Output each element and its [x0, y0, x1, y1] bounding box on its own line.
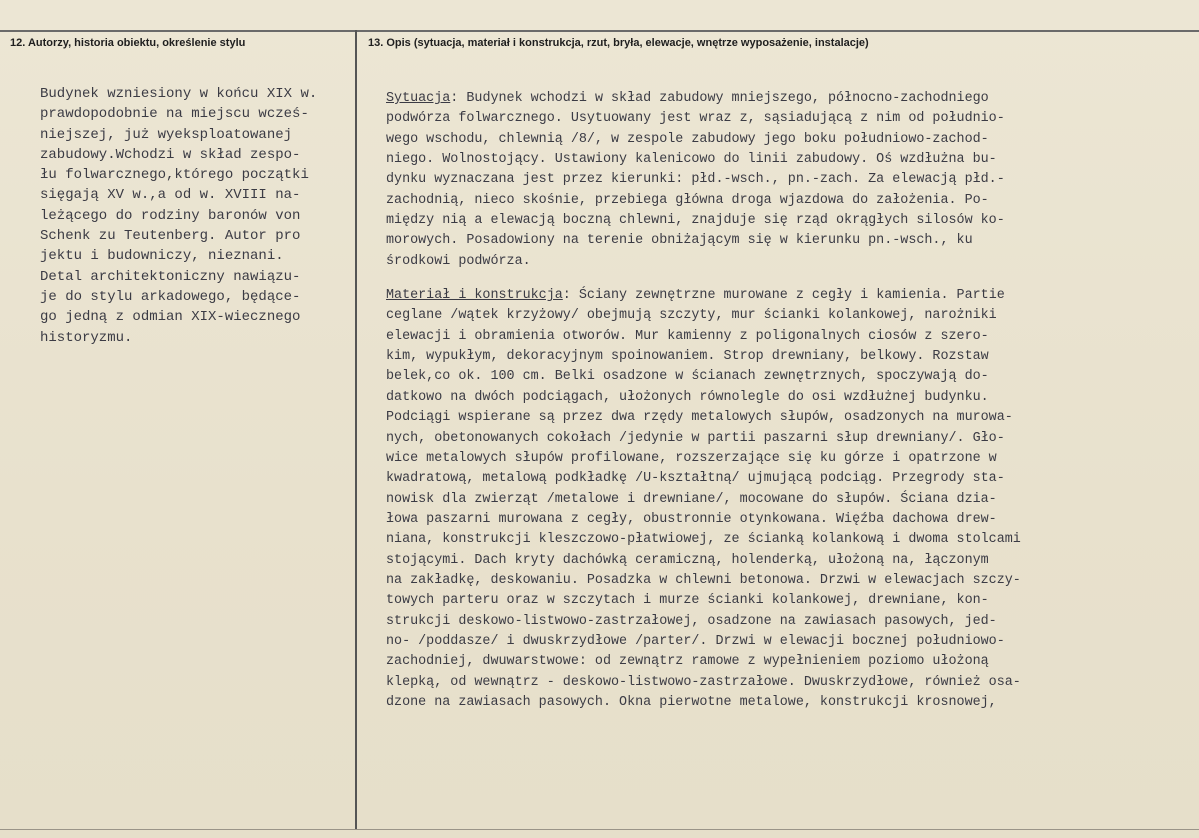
text-line: ceglane /wątek krzyżowy/ obejmują szczyty, mur ścianki kolankowej, narożniki — [386, 308, 997, 324]
situation-first-line — [386, 89, 1196, 109]
text-line: je do stylu arkadowego, będące- — [40, 288, 301, 305]
text-line: zabudowy.Wchodzi w skład zespo- — [40, 146, 301, 163]
text-line: leżącego do rodziny baronów von — [40, 207, 301, 224]
text-line: prawdopodobnie na miejscu wcześ- — [40, 106, 309, 123]
text-line: podwórza folwarcznego. Usytuowany jest wraz z, sąsiadującą z nim od południo- — [386, 111, 1005, 127]
text-line: morowych. Posadowiony na terenie obniżającym się w kierunku pn.-wsch., ku — [386, 233, 973, 249]
situation-first-line-text: : Budynek wchodzi w skład zabudowy mniejszego, północno-zachodniego — [450, 91, 989, 106]
text-line: belek,co ok. 100 cm. Belki osadzone w ścianach zewnętrznych, spoczywają do- — [386, 369, 989, 385]
text-line: Detal architektoniczny nawiązu- — [40, 268, 301, 285]
header-rule — [0, 30, 1199, 32]
text-line: nych, obetonowanych cokołach /jedynie w partii paszarni słup drewniany/. Gło- — [386, 430, 1005, 446]
text-line: datkowo na dwóch podciągach, ułożonych równolegle do osi wzdłużnej budynku. — [386, 389, 989, 405]
situation-body — [386, 109, 1196, 272]
text-line: kwadratową, metalową podkładkę /U-kształtną/ ujmującą podciąg. Przegrody sta- — [386, 471, 1005, 487]
text-line: nowisk dla zwierząt /metalowe i drewniane/, mocowane do słupów. Ściana dzia- — [386, 491, 997, 507]
material-construction-body — [386, 306, 1196, 713]
material-first-line — [386, 286, 1196, 306]
text-line: Budynek wzniesiony w końcu XIX w. — [40, 86, 318, 102]
text-line: zachodniej, dwuwarstwowe: od zewnątrz ramowe z wypełnieniem poziomo ułożoną — [386, 654, 989, 670]
text-line: dzone na zawiasach pasowych. Okna pierwotne metalowe, konstrukcji krosnowej, — [386, 694, 997, 710]
text-line: niejszej, już wyeksploatowanej — [40, 126, 293, 143]
text-line: klepką, od wewnątrz - deskowo-listwowo-zastrzałowe. Dwuskrzydłowe, również osa- — [386, 674, 1021, 690]
section-13-heading: 13. Opis (sytuacja, materiał i konstrukcja, rzut, bryła, elewacje, wnętrze wyposażenie, instalacje) — [368, 37, 869, 49]
text-line: towych parteru oraz w szczytach i murze ścianki kolankowej, drewniane, kon- — [386, 593, 989, 609]
section-12-heading: 12. Autorzy, historia obiektu, określenie stylu — [10, 37, 246, 49]
bottom-rule — [0, 829, 1199, 830]
text-line: między nią a elewacją boczną chlewni, znajduje się rząd okrągłych silosów ko- — [386, 213, 1005, 229]
text-line: historyzmu. — [40, 329, 133, 346]
text-line: strukcji deskowo-listwowo-zastrzałowej, osadzone na zawiasach pasowych, jed- — [386, 613, 997, 629]
text-line: stojącymi. Dach kryty dachówką ceramiczną, holenderką, ułożoną na, łączonym — [386, 552, 989, 568]
text-line: na zakładkę, deskowaniu. Posadzka w chlewni betonowa. Drzwi w elewacjach szczy- — [386, 572, 1021, 588]
text-line: wice metalowych słupów profilowane, rozszerzające się ku górze i opatrzone w — [386, 450, 997, 466]
text-line: dynku wyznaczana jest przez kierunki: płd.-wsch., pn.-zach. Za elewacją płd.- — [386, 172, 1005, 188]
section-gap — [386, 272, 1196, 286]
text-line: łu folwarcznego,którego początki — [40, 167, 309, 184]
text-line: łowa paszarni murowana z cegły, obustronnie otynkowana. Więźba dachowa drew- — [386, 511, 997, 527]
text-line: wego wschodu, chlewnią /8/, w zespole zabudowy jego boku południowo-zachod- — [386, 131, 989, 147]
text-line: Podciągi wspierane są przez dwa rzędy metalowych słupów, osadzonych na murowa- — [386, 410, 1013, 426]
column-divider — [355, 30, 357, 830]
situation-title: Sytuacja — [386, 91, 451, 106]
material-first-line-text: : Ściany zewnętrzne murowane z cegły i kamienia. Partie — [562, 288, 1005, 304]
text-line: zachodnią, nieco skośnie, przebiega główna droga wjazdowa do założenia. Po- — [386, 192, 989, 208]
text-line: no- /poddasze/ i dwuskrzydłowe /parter/. Drzwi w elewacji bocznej południowo- — [386, 633, 1005, 649]
text-line: niego. Wolnostojący. Ustawiony kalenicowo do linii zabudowy. Oś wzdłużna bu- — [386, 152, 997, 168]
text-line: sięgają XV w.,a od w. XVIII na- — [40, 187, 301, 204]
text-line: niana, konstrukcji kleszczowo-płatwiowej, ze ścianką kolankową i dwoma stolcami — [386, 532, 1021, 548]
description-text — [386, 89, 1196, 713]
text-line: elewacji i obramienia otworów. Mur kamienny z poligonalnych ciosów z szero- — [386, 328, 989, 344]
text-line: kim, wypukłym, dekoracyjnym spoinowaniem. Strop drewniany, belkowy. Rozstaw — [386, 349, 989, 365]
material-construction-title: Materiał i konstrukcja — [386, 288, 563, 304]
text-line: go jedną z odmian XIX-wiecznego — [40, 309, 301, 326]
text-line: środkowi podwórza. — [386, 253, 531, 269]
text-line: Schenk zu Teutenberg. Autor pro — [40, 228, 301, 245]
authors-history-text — [40, 84, 355, 348]
text-line: jektu i budowniczy, nieznani. — [40, 248, 284, 265]
